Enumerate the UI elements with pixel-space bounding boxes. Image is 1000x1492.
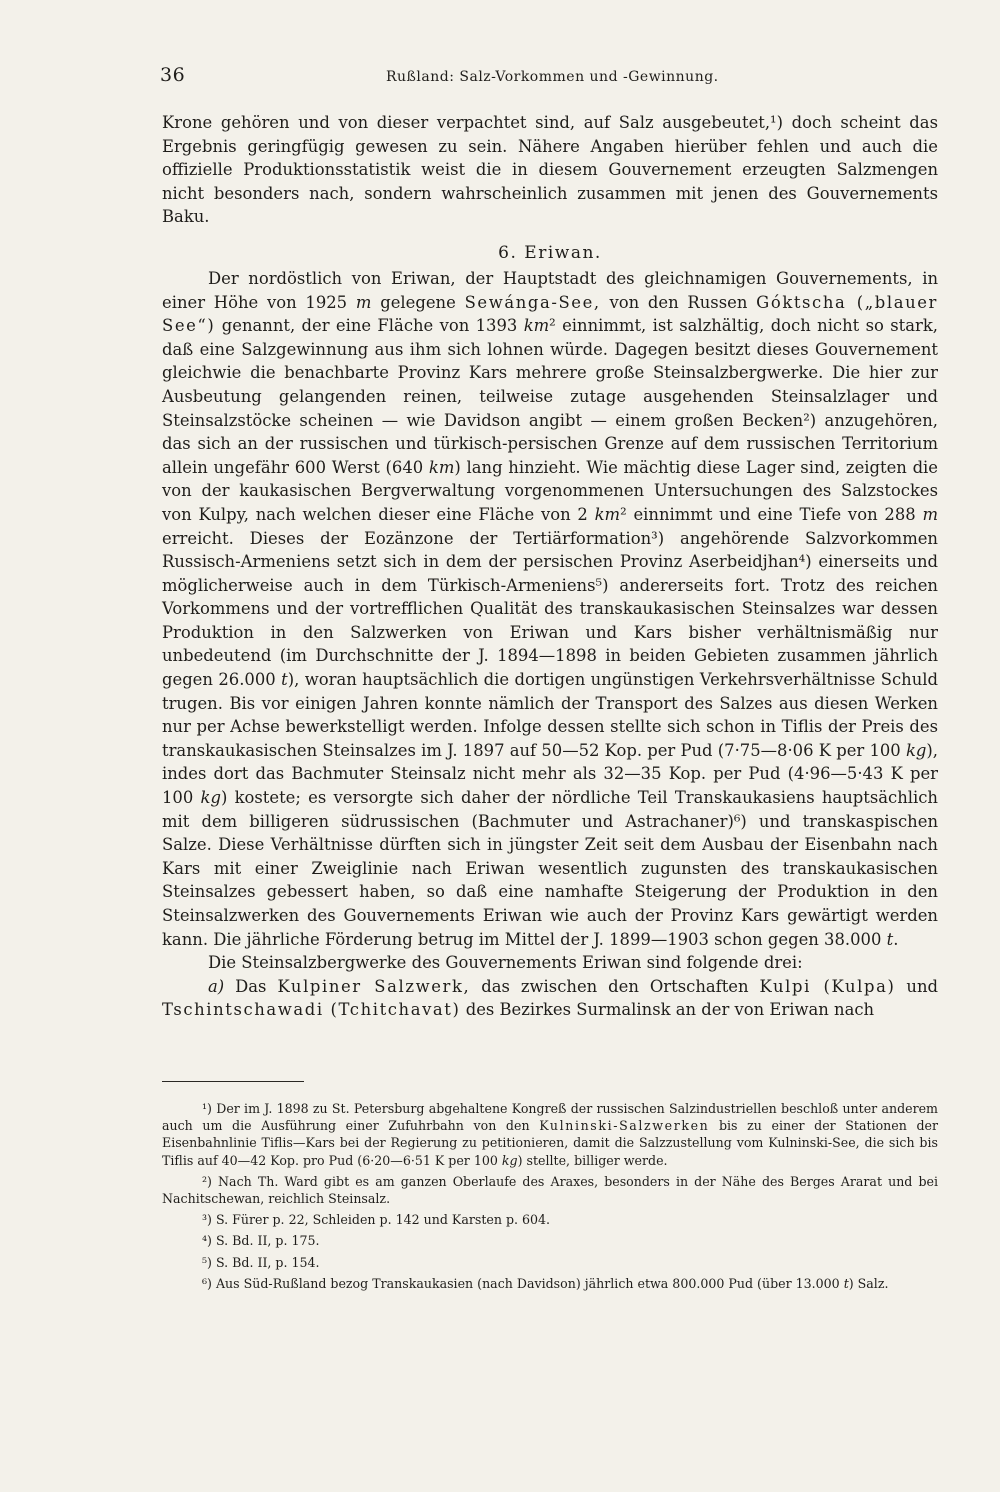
main-text: [162, 111, 938, 1022]
section-heading: 6. Eriwan.: [498, 242, 602, 263]
footnote-rule: [162, 1081, 304, 1082]
footnote-6: ⁶) Aus Süd-Rußland bezog Transkaukasien (nach Davidson) jährlich etwa 800.000 Pud (über 13.000 t) Salz.: [202, 1275, 889, 1291]
paragraph-item-a: a) Das Kulpiner Salzwerk, das zwischen den Ortschaften Kulpi (Kulpa) und Tschintschawadi (Tchitchavat) des Bezirkes Surmalinsk an der von Eriwan nach: [162, 976, 939, 1020]
footnote-1: ¹) Der im J. 1898 zu St. Petersburg abgehaltene Kongreß der russischen Salzindustriellen beschloß unter anderem auch um die Ausführung einer Zufuhrbahn von den Kulninski-Salzwerken bis zu einer der Stationen der Eisenbahnlinie Tiflis—Kars bei der Regierung zu petitionieren, damit die Salzzustellung vom Kulninski-See, die sich bis Tiflis auf 40—42 Kop. pro Pud (6·20—6·51 K per 100 kg) stellte, billiger werde.: [162, 1101, 939, 1168]
footnote-2: ²) Nach Th. Ward gibt es am ganzen Oberlaufe des Araxes, besonders in der Nähe des Berges Ararat und bei Nachitschewan, reichlich Steinsalz.: [162, 1173, 938, 1207]
footnotes: [162, 1100, 938, 1296]
paragraph-eriwan: Der nordöstlich von Eriwan, der Hauptstadt des gleichnamigen Gouvernements, in einer Höhe von 1925 m gelegene Sewánga-See, von den Russen Góktscha („blauer See“) genannt, der eine Fläche von 1393 km² einnimmt, ist salzhältig, doch nicht so stark, daß eine Salzgewinnung aus ihm sich lohnen würde. Dagegen besitzt dieses Gouvernement gleichwie die benachbarte Provinz Kars mehrere große Steinsalzbergwerke. Die hier zur Ausbeutung gelangenden reinen, teilweise zutage ausgehenden Steinsalzlager und Steinsalzstöcke scheinen — wie Davidson angibt — einem großen Becken²) anzugehören, das sich an der russischen und türkisch-persischen Grenze auf dem russischen Territorium allein ungefähr 600 Werst (640 km) lang hinzieht. Wie mächtig diese Lager sind, zeigten die von der kaukasischen Bergverwaltung vorgenommenen Untersuchungen des Salzstockes von Kulpy, nach welchen dieser eine Fläche von 2 km² einnimmt und eine Tiefe von 288 m erreicht. Dieses der Eozänzone der Tertiärformation³) angehörende Salzvorkommen Russisch-Armeniens setzt sich in dem der persischen Provinz Aserbeidjhan⁴) einerseits und möglicherweise auch in dem Türkisch-Armeniens⁵) andererseits fort. Trotz des reichen Vorkommens und der vortrefflichen Qualität des transkaukasischen Steinsalzes war dessen Produktion in den Salzwerken von Eriwan und Kars bisher verhältnismäßig nur unbedeutend (im Durchschnitte der J. 1894—1898 in beiden Gebieten zusammen jährlich gegen 26.000 t), woran hauptsächlich die dortigen ungünstigen Verkehrsverhältnisse Schuld trugen. Bis vor einigen Jahren konnte nämlich der Transport des Salzes aus diesen Werken nur per Achse bewerkstelligt werden. Infolge dessen stellte sich schon in Tiflis der Preis des transkaukasischen Steinsalzes im J. 1897 auf 50—52 Kop. per Pud (7·75—8·06 K per 100 kg), indes dort das Bachmuter Steinsalz nicht mehr als 32—35 Kop. per Pud (4·96—5·43 K per 100 kg) kostete; es versorgte sich daher der nördliche Teil Transkaukasiens hauptsächlich mit dem billigeren südrussischen (Bachmuter und Astrachaner)⁶) und transkaspischen Salze. Diese Verhältnisse dürften sich in jüngster Zeit seit dem Ausbau der Eisenbahn nach Kars mit einer Zweiglinie nach Eriwan wesentlich zugunsten des transkaukasischen Steinsalzes gebessert haben, so daß eine namhafte Steigerung der Produktion in den Steinsalzwerken des Gouvernements Eriwan wie auch der Provinz Kars gewärtigt werden kann. Die jährliche Förderung betrug im Mittel der J. 1899—1903 schon gegen 38.000 t.: [162, 268, 939, 949]
footnote-3: ³) S. Fürer p. 22, Schleiden p. 142 und Karsten p. 604.: [202, 1212, 551, 1228]
page-number: 36: [160, 64, 186, 86]
paragraph-list-intro: Die Steinsalzbergwerke des Gouvernements Eriwan sind folgende drei:: [208, 953, 803, 973]
paragraph-continuation: Krone gehören und von dieser verpachtet sind, auf Salz ausgebeutet,¹) doch scheint das Ergebnis geringfügig gewesen zu sein. Nähere Angaben hierüber fehlen und auch die offizielle Produktionsstatistik weist die in diesem Gouvernement erzeugten Salzmengen nicht besonders nach, sondern wahrscheinlich zusammen mit jenen des Gouvernements Baku.: [162, 113, 938, 227]
running-title: Rußland: Salz-Vorkommen und -Gewinnung.: [386, 69, 719, 85]
footnote-4: ⁴) S. Bd. II, p. 175.: [202, 1233, 320, 1249]
footnote-5: ⁵) S. Bd. II, p. 154.: [202, 1254, 320, 1270]
